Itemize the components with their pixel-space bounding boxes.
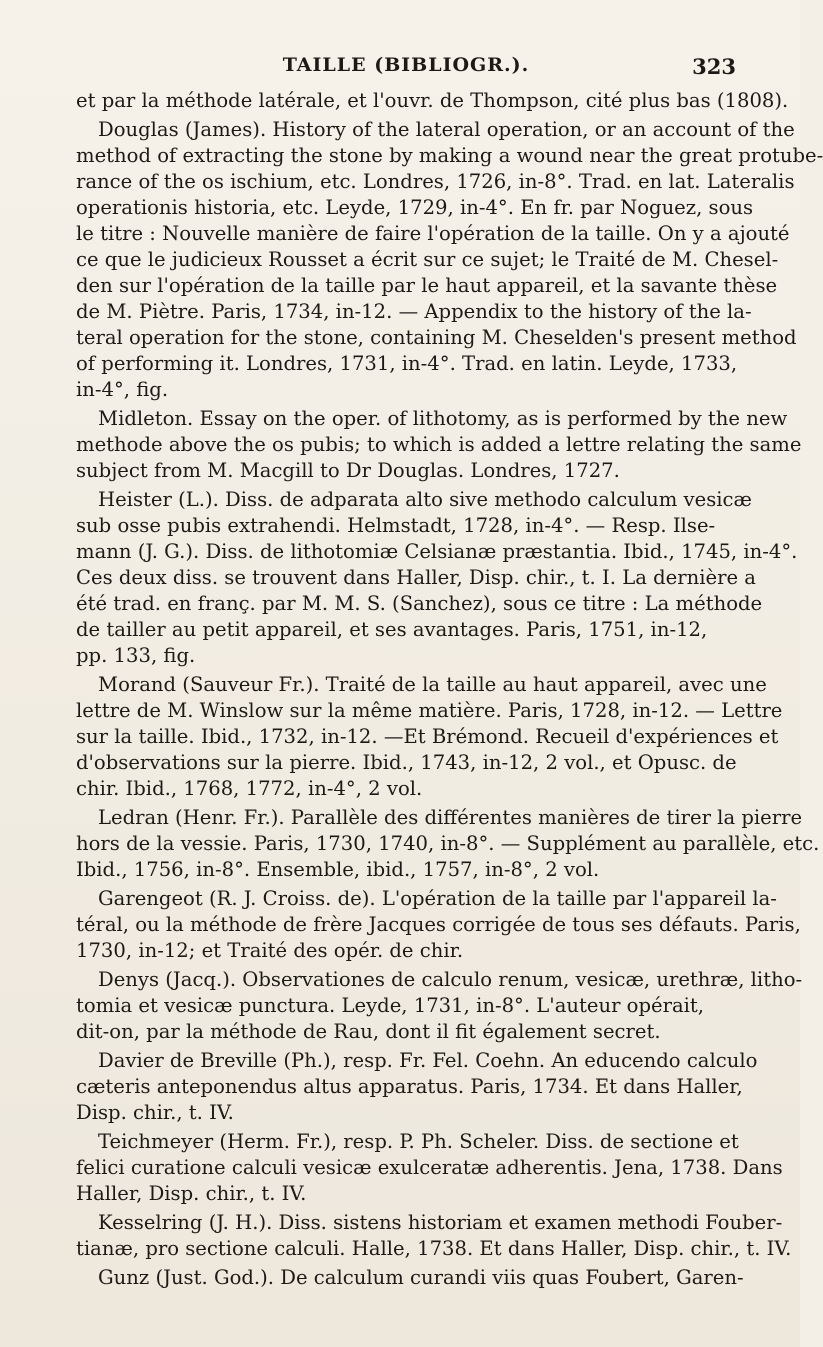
text-line: tianæ, pro sectione calculi. Halle, 1738. Et dans Haller, Disp. chir., t. IV. (76, 1237, 792, 1260)
text-line: in-4°, fig. (76, 378, 169, 401)
text-line: Midleton. Essay on the oper. of lithotomy, as is performed by the new (98, 407, 788, 430)
text-line: chir. Ibid., 1768, 1772, in-4°, 2 vol. (76, 777, 423, 800)
text-line: of performing it. Londres, 1731, in-4°. Trad. en latin. Leyde, 1733, (76, 352, 738, 375)
text-line: Garengeot (R. J. Croiss. de). L'opération de la taille par l'appareil la- (98, 887, 777, 910)
text-line: 1730, in-12; et Traité des opér. de chir. (76, 939, 464, 962)
text-line: été trad. en franç. par M. M. S. (Sanchez), sous ce titre : La méthode (76, 592, 763, 615)
text-line: teral operation for the stone, containing M. Cheselden's present method (76, 326, 797, 349)
text-line: cæteris anteponendus altus apparatus. Paris, 1734. Et dans Haller, (76, 1075, 743, 1098)
text-line: hors de la vessie. Paris, 1730, 1740, in-8°. — Supplément au parallèle, etc. (76, 832, 820, 855)
text-line: Davier de Breville (Ph.), resp. Fr. Fel. Coehn. An educendo calculo (98, 1049, 758, 1072)
text-line: Denys (Jacq.). Observationes de calculo renum, vesicæ, urethræ, litho- (98, 968, 803, 991)
text-line: dit-on, par la méthode de Rau, dont il fit également secret. (76, 1020, 661, 1043)
text-line: le titre : Nouvelle manière de faire l'opération de la taille. On y a ajouté (76, 222, 790, 245)
text-line: felici curatione calculi vesicæ exulceratæ adherentis. Jena, 1738. Dans (76, 1156, 783, 1179)
text-line: Ledran (Henr. Fr.). Parallèle des différentes manières de tirer la pierre (98, 806, 803, 829)
text-line: subject from M. Macgill to Dr Douglas. Londres, 1727. (76, 459, 620, 482)
text-line: methode above the os pubis; to which is added a lettre relating the same (76, 433, 802, 456)
text-line: pp. 133, fig. (76, 644, 196, 667)
text-line: operationis historia, etc. Leyde, 1729, in-4°. En fr. par Noguez, sous (76, 196, 754, 219)
text-line: de tailler au petit appareil, et ses avantages. Paris, 1751, in-12, (76, 618, 708, 641)
bibliography-text (76, 88, 823, 1291)
text-line: téral, ou la méthode de frère Jacques corrigée de tous ses défauts. Paris, (76, 913, 801, 936)
text-line: de M. Piètre. Paris, 1734, in-12. — Appendix to the history of the la- (76, 300, 752, 323)
text-line: Teichmeyer (Herm. Fr.), resp. P. Ph. Scheler. Diss. de sectione et (98, 1130, 739, 1153)
text-line: Haller, Disp. chir., t. IV. (76, 1182, 307, 1205)
text-line: Heister (L.). Diss. de adparata alto sive methodo calculum vesicæ (98, 488, 752, 511)
text-line: sub osse pubis extrahendi. Helmstadt, 1728, in-4°. — Resp. Ilse- (76, 514, 716, 537)
text-line: Douglas (James). History of the lateral operation, or an account of the (98, 118, 795, 141)
text-line: sur la taille. Ibid., 1732, in-12. —Et Brémond. Recueil d'expériences et (76, 725, 779, 748)
page-header (76, 54, 736, 86)
text-line: method of extracting the stone by making a wound near the great protube- (76, 144, 823, 167)
text-line: rance of the os ischium, etc. Londres, 1726, in-8°. Trad. en lat. Lateralis (76, 170, 795, 193)
running-head: TAILLE (BIBLIOGR.). (282, 54, 530, 76)
text-line: Gunz (Just. God.). De calculum curandi viis quas Foubert, Garen- (98, 1266, 744, 1289)
text-line: tomia et vesicæ punctura. Leyde, 1731, in-8°. L'auteur opérait, (76, 994, 705, 1017)
text-line: Disp. chir., t. IV. (76, 1101, 234, 1124)
page-number: 323 (692, 54, 736, 79)
text-line: den sur l'opération de la taille par le haut appareil, et la savante thèse (76, 274, 778, 297)
text-line: lettre de M. Winslow sur la même matière. Paris, 1728, in-12. — Lettre (76, 699, 783, 722)
text-line: Morand (Sauveur Fr.). Traité de la taille au haut appareil, avec une (98, 673, 767, 696)
text-line: mann (J. G.). Diss. de lithotomiæ Celsianæ præstantia. Ibid., 1745, in-4°. (76, 540, 798, 563)
text-line: ce que le judicieux Rousset a écrit sur ce sujet; le Traité de M. Chesel- (76, 248, 779, 271)
text-line: d'observations sur la pierre. Ibid., 1743, in-12, 2 vol., et Opusc. de (76, 751, 737, 774)
text-line: Kesselring (J. H.). Diss. sistens historiam et examen methodi Fouber- (98, 1211, 783, 1234)
text-line: Ibid., 1756, in-8°. Ensemble, ibid., 1757, in-8°, 2 vol. (76, 858, 600, 881)
text-line: et par la méthode latérale, et l'ouvr. de Thompson, cité plus bas (1808). (76, 89, 789, 112)
text-line: Ces deux diss. se trouvent dans Haller, Disp. chir., t. I. La dernière a (76, 566, 756, 589)
